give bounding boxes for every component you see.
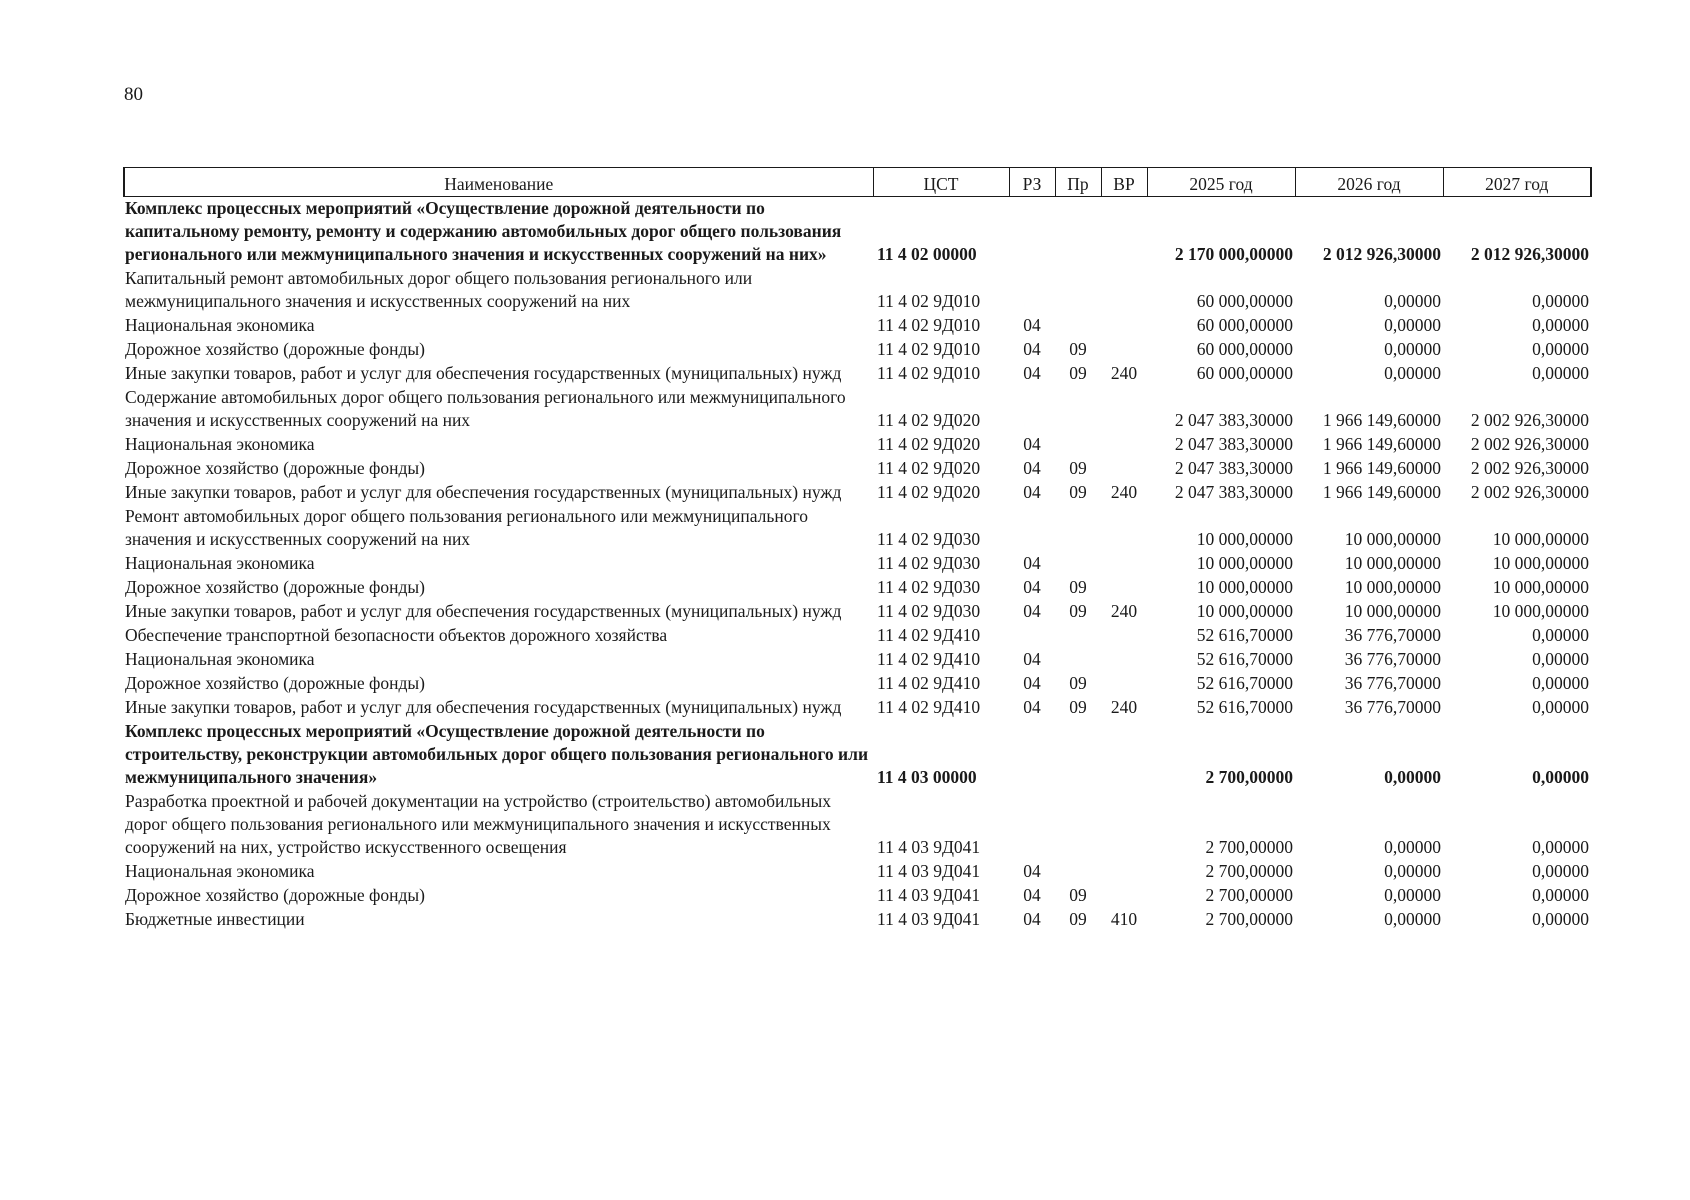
cell-name: Дорожное хозяйство (дорожные фонды) xyxy=(125,885,426,905)
cell-name: Национальная экономика xyxy=(125,649,315,669)
cell-2027: 0,00000 xyxy=(1532,885,1589,905)
cell-vr: 240 xyxy=(1110,697,1138,717)
cell-rz: 04 xyxy=(1023,553,1041,573)
cell-name: Капитальный ремонт автомобильных дорог общего пользования регионального или межмуниципального значения и искусственных сооружений на них xyxy=(125,268,753,311)
cell-rz: 04 xyxy=(1023,482,1041,502)
cell-2027: 10 000,00000 xyxy=(1492,529,1589,549)
cell-2027: 0,00000 xyxy=(1532,291,1589,311)
cell-2026: 10 000,00000 xyxy=(1344,553,1441,573)
cell-2027: 2 002 926,30000 xyxy=(1470,482,1589,502)
cell-name: Национальная экономика xyxy=(125,434,315,454)
cell-rz: 04 xyxy=(1023,363,1041,383)
cell-2027: 0,00000 xyxy=(1532,339,1589,359)
header-2027: 2027 год xyxy=(1443,168,1591,197)
cell-cst: 11 4 02 9Д030 xyxy=(877,601,981,621)
cell-vr xyxy=(1101,884,1147,908)
cell-2025: 60 000,00000 xyxy=(1196,339,1293,359)
cell-rz: 04 xyxy=(1023,885,1041,905)
cell-2026: 0,00000 xyxy=(1384,767,1441,787)
cell-2026: 0,00000 xyxy=(1384,837,1441,857)
cell-cst: 11 4 02 9Д030 xyxy=(877,529,981,549)
cell-vr xyxy=(1101,197,1147,268)
cell-rz: 04 xyxy=(1023,315,1041,335)
table-row xyxy=(124,860,1591,884)
cell-2027: 0,00000 xyxy=(1532,363,1589,383)
cell-2026: 1 966 149,60000 xyxy=(1322,458,1441,478)
cell-vr xyxy=(1101,552,1147,576)
cell-cst: 11 4 02 9Д410 xyxy=(877,649,981,669)
cell-rz: 04 xyxy=(1023,861,1041,881)
cell-pr xyxy=(1055,433,1101,457)
cell-pr: 09 xyxy=(1069,697,1087,717)
cell-name: Иные закупки товаров, работ и услуг для обеспечения государственных (муниципальных) нужд xyxy=(125,363,842,383)
cell-pr xyxy=(1055,197,1101,268)
cell-2025: 10 000,00000 xyxy=(1196,529,1293,549)
cell-2025: 60 000,00000 xyxy=(1196,291,1293,311)
cell-cst: 11 4 02 9Д020 xyxy=(877,482,981,502)
cell-vr xyxy=(1101,672,1147,696)
cell-rz: 04 xyxy=(1023,601,1041,621)
cell-2027: 10 000,00000 xyxy=(1492,553,1589,573)
cell-name: Дорожное хозяйство (дорожные фонды) xyxy=(125,577,426,597)
cell-rz: 04 xyxy=(1023,434,1041,454)
table-row xyxy=(124,338,1591,362)
cell-2025: 10 000,00000 xyxy=(1196,577,1293,597)
cell-name: Обеспечение транспортной безопасности объектов дорожного хозяйства xyxy=(125,625,668,645)
cell-cst: 11 4 02 9Д410 xyxy=(877,697,981,717)
table-header-row xyxy=(124,168,1591,197)
cell-2026: 10 000,00000 xyxy=(1344,601,1441,621)
cell-cst: 11 4 02 9Д010 xyxy=(877,339,981,359)
cell-cst: 11 4 02 9Д030 xyxy=(877,553,981,573)
cell-2025: 10 000,00000 xyxy=(1196,601,1293,621)
cell-cst: 11 4 03 9Д041 xyxy=(877,837,981,857)
table-row xyxy=(124,362,1591,386)
cell-cst: 11 4 02 9Д010 xyxy=(877,315,981,335)
cell-rz: 04 xyxy=(1023,909,1041,929)
cell-2026: 36 776,70000 xyxy=(1344,673,1441,693)
cell-pr: 09 xyxy=(1069,601,1087,621)
cell-pr: 09 xyxy=(1069,909,1087,929)
cell-cst: 11 4 02 9Д010 xyxy=(877,291,981,311)
table-row xyxy=(124,481,1591,505)
cell-pr xyxy=(1055,267,1101,314)
cell-cst: 11 4 02 9Д010 xyxy=(877,363,981,383)
cell-cst: 11 4 02 9Д020 xyxy=(877,458,981,478)
cell-name: Дорожное хозяйство (дорожные фонды) xyxy=(125,339,426,359)
cell-2025: 2 170 000,00000 xyxy=(1174,244,1293,264)
cell-name: Бюджетные инвестиции xyxy=(125,909,305,929)
cell-2026: 0,00000 xyxy=(1384,363,1441,383)
cell-2025: 2 700,00000 xyxy=(1205,861,1293,881)
cell-cst: 11 4 03 9Д041 xyxy=(877,909,981,929)
cell-vr: 240 xyxy=(1110,363,1138,383)
table-row xyxy=(124,433,1591,457)
cell-vr xyxy=(1101,720,1147,790)
cell-2025: 52 616,70000 xyxy=(1196,697,1293,717)
cell-rz xyxy=(1009,720,1055,790)
cell-2025: 2 047 383,30000 xyxy=(1174,434,1293,454)
cell-2025: 52 616,70000 xyxy=(1196,625,1293,645)
table-row xyxy=(124,267,1591,314)
page-number: 80 xyxy=(124,84,143,105)
cell-pr xyxy=(1055,860,1101,884)
cell-2026: 36 776,70000 xyxy=(1344,697,1441,717)
cell-rz: 04 xyxy=(1023,577,1041,597)
cell-2027: 10 000,00000 xyxy=(1492,577,1589,597)
cell-pr xyxy=(1055,314,1101,338)
cell-cst: 11 4 02 9Д410 xyxy=(877,673,981,693)
cell-2025: 2 047 383,30000 xyxy=(1174,458,1293,478)
cell-pr: 09 xyxy=(1069,577,1087,597)
cell-vr xyxy=(1101,314,1147,338)
table-row xyxy=(124,884,1591,908)
cell-vr xyxy=(1101,624,1147,648)
cell-name: Национальная экономика xyxy=(125,553,315,573)
cell-2025: 2 700,00000 xyxy=(1205,909,1293,929)
cell-rz xyxy=(1009,790,1055,860)
cell-name: Ремонт автомобильных дорог общего пользования регионального или межмуниципального значения и искусственных сооружений на них xyxy=(125,506,809,549)
header-2026: 2026 год xyxy=(1295,168,1443,197)
cell-vr: 240 xyxy=(1110,482,1138,502)
cell-2027: 2 012 926,30000 xyxy=(1470,244,1589,264)
cell-pr xyxy=(1055,648,1101,672)
header-name: Наименование xyxy=(124,168,873,197)
cell-pr: 09 xyxy=(1069,363,1087,383)
cell-name: Содержание автомобильных дорог общего пользования регионального или межмуниципального значения и искусственных сооружений на них xyxy=(125,387,846,430)
cell-2025: 2 700,00000 xyxy=(1205,767,1293,787)
table-row xyxy=(124,576,1591,600)
cell-rz xyxy=(1009,505,1055,552)
cell-rz: 04 xyxy=(1023,697,1041,717)
cell-vr: 240 xyxy=(1110,601,1138,621)
cell-name: Комплекс процессных мероприятий «Осуществление дорожной деятельности по капитальному ремонту, ремонту и содержанию автомобильных дорог общего пользования регионального или межмуниципального значения и искусственных сооружений на них» xyxy=(125,198,842,264)
cell-name: Комплекс процессных мероприятий «Осуществление дорожной деятельности по строительству, реконструкции автомобильных дорог общего пользования регионального или межмуниципального значения» xyxy=(125,721,869,787)
table-row xyxy=(124,197,1591,268)
cell-vr xyxy=(1101,576,1147,600)
cell-pr: 09 xyxy=(1069,885,1087,905)
table-row xyxy=(124,696,1591,720)
cell-pr: 09 xyxy=(1069,339,1087,359)
cell-vr xyxy=(1101,433,1147,457)
cell-2026: 10 000,00000 xyxy=(1344,529,1441,549)
cell-rz: 04 xyxy=(1023,649,1041,669)
cell-pr xyxy=(1055,505,1101,552)
cell-rz: 04 xyxy=(1023,458,1041,478)
cell-name: Разработка проектной и рабочей документации на устройство (строительство) автомобильных дорог общего пользования регионального или межмуниципального значения и искусственных сооружений на них, устройство искусственного освещения xyxy=(125,791,832,857)
table-row xyxy=(124,457,1591,481)
cell-name: Иные закупки товаров, работ и услуг для обеспечения государственных (муниципальных) нужд xyxy=(125,482,842,502)
table-row xyxy=(124,672,1591,696)
cell-pr: 09 xyxy=(1069,482,1087,502)
cell-pr xyxy=(1055,552,1101,576)
cell-2025: 52 616,70000 xyxy=(1196,649,1293,669)
cell-vr xyxy=(1101,790,1147,860)
cell-2027: 0,00000 xyxy=(1532,767,1589,787)
cell-2025: 2 700,00000 xyxy=(1205,837,1293,857)
table-row xyxy=(124,648,1591,672)
cell-2026: 1 966 149,60000 xyxy=(1322,410,1441,430)
cell-rz xyxy=(1009,267,1055,314)
cell-2027: 10 000,00000 xyxy=(1492,601,1589,621)
cell-vr xyxy=(1101,860,1147,884)
cell-2026: 0,00000 xyxy=(1384,291,1441,311)
cell-vr xyxy=(1101,457,1147,481)
table-row xyxy=(124,314,1591,338)
cell-rz xyxy=(1009,197,1055,268)
cell-name: Иные закупки товаров, работ и услуг для обеспечения государственных (муниципальных) нужд xyxy=(125,697,842,717)
cell-2027: 2 002 926,30000 xyxy=(1470,434,1589,454)
cell-cst: 11 4 03 00000 xyxy=(877,767,977,787)
cell-2027: 0,00000 xyxy=(1532,861,1589,881)
cell-cst: 11 4 02 9Д410 xyxy=(877,625,981,645)
table-row xyxy=(124,505,1591,552)
header-cst: ЦСТ xyxy=(873,168,1009,197)
cell-name: Национальная экономика xyxy=(125,861,315,881)
cell-2027: 0,00000 xyxy=(1532,673,1589,693)
budget-table xyxy=(123,167,1592,932)
header-rz: РЗ xyxy=(1009,168,1055,197)
table-row xyxy=(124,624,1591,648)
cell-vr xyxy=(1101,505,1147,552)
cell-name: Национальная экономика xyxy=(125,315,315,335)
table-row xyxy=(124,790,1591,860)
cell-2026: 0,00000 xyxy=(1384,861,1441,881)
cell-pr: 09 xyxy=(1069,458,1087,478)
cell-pr: 09 xyxy=(1069,673,1087,693)
cell-2026: 0,00000 xyxy=(1384,909,1441,929)
cell-2026: 1 966 149,60000 xyxy=(1322,434,1441,454)
table-row xyxy=(124,386,1591,433)
cell-2027: 0,00000 xyxy=(1532,909,1589,929)
cell-2026: 1 966 149,60000 xyxy=(1322,482,1441,502)
cell-cst: 11 4 02 9Д020 xyxy=(877,434,981,454)
table-row xyxy=(124,720,1591,790)
table-row xyxy=(124,552,1591,576)
cell-rz: 04 xyxy=(1023,673,1041,693)
cell-2026: 36 776,70000 xyxy=(1344,625,1441,645)
cell-vr xyxy=(1101,386,1147,433)
cell-rz xyxy=(1009,386,1055,433)
cell-2025: 60 000,00000 xyxy=(1196,315,1293,335)
cell-2027: 2 002 926,30000 xyxy=(1470,410,1589,430)
cell-2026: 2 012 926,30000 xyxy=(1322,244,1441,264)
cell-cst: 11 4 02 9Д020 xyxy=(877,410,981,430)
cell-vr: 410 xyxy=(1110,909,1138,929)
table-row xyxy=(124,908,1591,932)
cell-2025: 10 000,00000 xyxy=(1196,553,1293,573)
cell-2027: 0,00000 xyxy=(1532,697,1589,717)
table-row xyxy=(124,600,1591,624)
header-2025: 2025 год xyxy=(1147,168,1295,197)
cell-cst: 11 4 02 9Д030 xyxy=(877,577,981,597)
cell-2025: 2 047 383,30000 xyxy=(1174,410,1293,430)
cell-pr xyxy=(1055,790,1101,860)
cell-cst: 11 4 03 9Д041 xyxy=(877,885,981,905)
cell-2026: 10 000,00000 xyxy=(1344,577,1441,597)
cell-vr xyxy=(1101,338,1147,362)
cell-rz: 04 xyxy=(1023,339,1041,359)
cell-pr xyxy=(1055,386,1101,433)
cell-2025: 2 047 383,30000 xyxy=(1174,482,1293,502)
cell-vr xyxy=(1101,267,1147,314)
cell-2026: 0,00000 xyxy=(1384,885,1441,905)
cell-2026: 36 776,70000 xyxy=(1344,649,1441,669)
cell-2027: 2 002 926,30000 xyxy=(1470,458,1589,478)
cell-2027: 0,00000 xyxy=(1532,315,1589,335)
cell-pr xyxy=(1055,720,1101,790)
cell-2027: 0,00000 xyxy=(1532,649,1589,669)
cell-2025: 52 616,70000 xyxy=(1196,673,1293,693)
cell-2027: 0,00000 xyxy=(1532,625,1589,645)
cell-2025: 2 700,00000 xyxy=(1205,885,1293,905)
cell-rz xyxy=(1009,624,1055,648)
cell-name: Дорожное хозяйство (дорожные фонды) xyxy=(125,673,426,693)
cell-name: Иные закупки товаров, работ и услуг для обеспечения государственных (муниципальных) нужд xyxy=(125,601,842,621)
cell-cst: 11 4 03 9Д041 xyxy=(877,861,981,881)
cell-2026: 0,00000 xyxy=(1384,339,1441,359)
header-vr: ВР xyxy=(1101,168,1147,197)
cell-name: Дорожное хозяйство (дорожные фонды) xyxy=(125,458,426,478)
cell-cst: 11 4 02 00000 xyxy=(877,244,977,264)
header-pr: Пр xyxy=(1055,168,1101,197)
cell-pr xyxy=(1055,624,1101,648)
cell-2025: 60 000,00000 xyxy=(1196,363,1293,383)
cell-2026: 0,00000 xyxy=(1384,315,1441,335)
cell-vr xyxy=(1101,648,1147,672)
cell-2027: 0,00000 xyxy=(1532,837,1589,857)
